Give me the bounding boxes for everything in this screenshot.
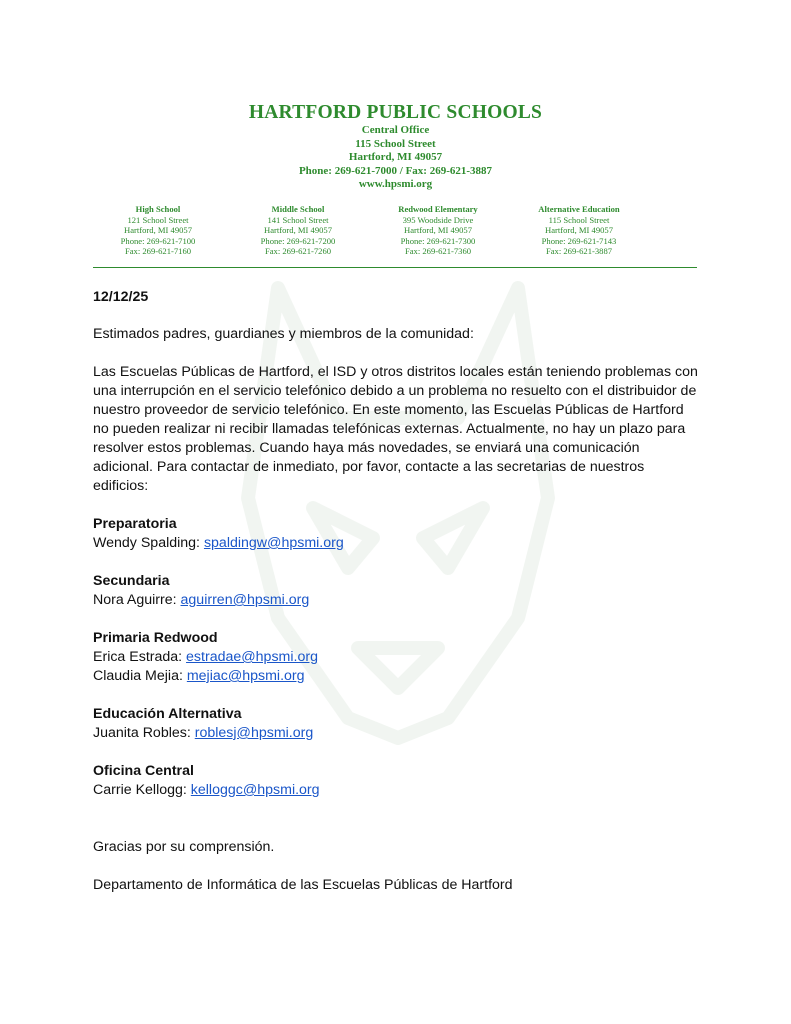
school-name: Middle School (271, 204, 325, 214)
school-block-redwood (368, 204, 508, 257)
email-link[interactable]: kelloggc@hpsmi.org (190, 782, 320, 798)
school-street: 395 Woodside Drive (402, 214, 474, 225)
school-name: High School (135, 204, 181, 214)
school-directory (88, 204, 708, 260)
section-title: Oficina Central (93, 763, 194, 779)
school-street: 121 School Street (127, 214, 189, 225)
contact-line (93, 591, 703, 610)
contact-name: Juanita Robles: (93, 725, 195, 741)
contact-section-primaria-redwood (93, 629, 703, 686)
school-street: 141 School Street (267, 214, 329, 225)
contact-section-oficina-central (93, 762, 703, 800)
school-city: Hartford, MI 49057 (123, 225, 193, 235)
letter-closing: Gracias por su comprensión. (93, 839, 275, 855)
school-fax: Fax: 269-621-7160 (124, 246, 192, 256)
section-title: Preparatoria (93, 516, 177, 532)
letterhead (0, 102, 791, 192)
contact-line (93, 667, 703, 686)
contact-name: Erica Estrada: (93, 649, 187, 665)
school-phone: Phone: 269-621-7100 (120, 235, 196, 246)
office-street: 115 School Street (355, 137, 436, 150)
email-link[interactable]: spaldingw@hpsmi.org (203, 535, 344, 551)
school-fax: Fax: 269-621-7360 (404, 246, 472, 256)
school-phone: Phone: 269-621-7200 (260, 235, 336, 246)
letter-greeting: Estimados padres, guardianes y miembros de la comunidad: (93, 326, 474, 342)
header-divider (93, 267, 697, 268)
email-link[interactable]: mejiac@hpsmi.org (186, 668, 305, 684)
office-phone-fax: Phone: 269-621-7000 / Fax: 269-621-3887 (298, 164, 493, 177)
school-block-alternative (509, 204, 649, 257)
contact-name: Wendy Spalding: (93, 535, 204, 551)
email-link[interactable]: estradae@hpsmi.org (186, 649, 318, 665)
contact-line (93, 781, 703, 800)
district-title: HARTFORD PUBLIC SCHOOLS (248, 102, 543, 123)
contact-section-preparatoria (93, 515, 703, 553)
school-block-high (88, 204, 228, 257)
school-city: Hartford, MI 49057 (403, 225, 473, 235)
office-website: www.hpsmi.org (358, 178, 433, 190)
school-fax: Fax: 269-621-3887 (545, 246, 613, 256)
school-street: 115 School Street (548, 214, 610, 225)
email-link[interactable]: roblesj@hpsmi.org (194, 725, 314, 741)
school-phone: Phone: 269-621-7300 (400, 235, 476, 246)
school-fax: Fax: 269-621-7260 (264, 246, 332, 256)
school-city: Hartford, MI 49057 (263, 225, 333, 235)
school-block-middle (228, 204, 368, 257)
contact-section-educacion-alternativa (93, 705, 703, 743)
email-link[interactable]: aguirren@hpsmi.org (180, 592, 310, 608)
office-name: Central Office (361, 124, 430, 136)
letter-paragraph: Las Escuelas Públicas de Hartford, el ISD y otros distritos locales están teniendo problemas con una interrupción en el servicio telefónico debido a un problema no resuelto con el distribuidor de nuestro proveedor de servicio telefónico. En este momento, las Escuelas Públicas de Hartford no pueden realizar ni recibir llamadas telefónicas externas. Actualmente, no hay un plazo para resolver estos problemas. Cuando haya más novedades, se enviará una comunicación adicional. Para contactar de inmediato, por favor, contacte a las secretarias de nuestros edificios: (93, 364, 698, 494)
school-name: Redwood Elementary (398, 204, 478, 214)
school-city: Hartford, MI 49057 (544, 225, 614, 235)
contact-name: Claudia Mejia: (93, 668, 187, 684)
contact-name: Carrie Kellogg: (93, 782, 191, 798)
section-title: Primaria Redwood (93, 630, 218, 646)
contact-name: Nora Aguirre: (93, 592, 181, 608)
section-title: Secundaria (93, 573, 170, 589)
section-title: Educación Alternativa (93, 706, 242, 722)
letter-date: 12/12/25 (93, 289, 149, 305)
contact-line (93, 724, 703, 743)
contact-line (93, 534, 703, 553)
contact-section-secundaria (93, 572, 703, 610)
contact-line (93, 648, 703, 667)
school-phone: Phone: 269-621-7143 (541, 235, 617, 246)
letter-signature: Departamento de Informática de las Escuelas Públicas de Hartford (93, 877, 513, 893)
letter-body (93, 288, 703, 895)
office-city: Hartford, MI 49057 (348, 151, 443, 163)
school-name: Alternative Education (538, 204, 620, 214)
